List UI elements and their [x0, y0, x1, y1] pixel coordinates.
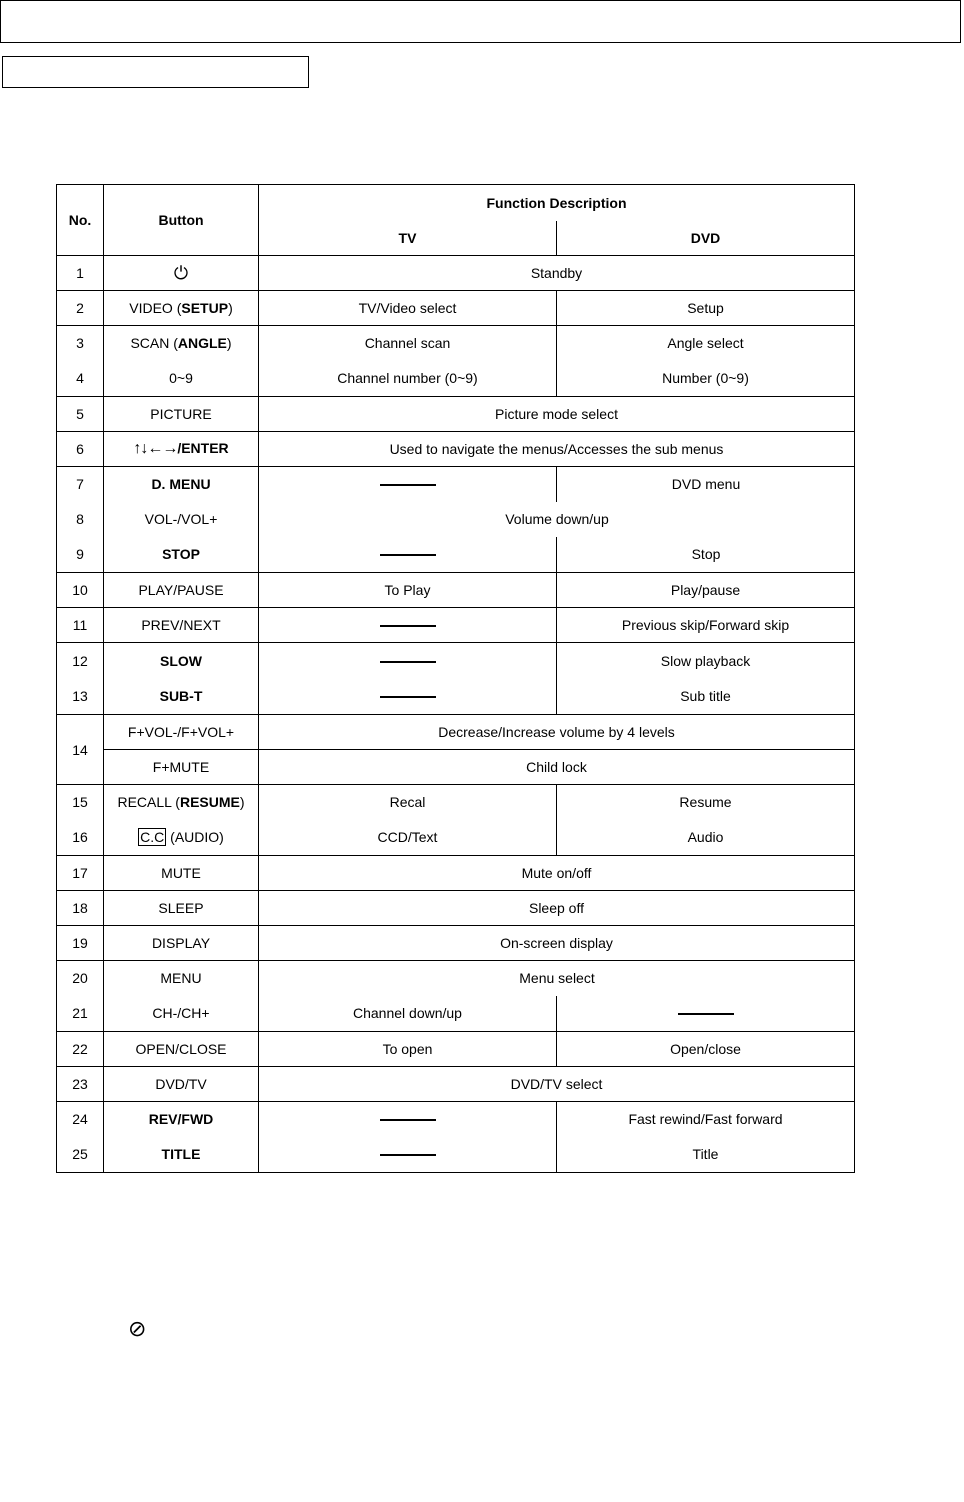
row-no-24: 24: [72, 1111, 88, 1127]
row-no: 2: [57, 291, 104, 326]
table-row: [57, 291, 855, 326]
row-button: [104, 467, 259, 573]
row-no: [57, 467, 104, 573]
button-title: TITLE: [161, 1146, 201, 1162]
row-function: Used to navigate the menus/Accesses the sub menus: [259, 432, 855, 467]
row-no-25: 25: [72, 1146, 88, 1162]
row-function-group: [259, 467, 855, 573]
row-function: Mute on/off: [259, 856, 855, 891]
row-tv: To open: [259, 1032, 557, 1067]
button-stop: STOP: [162, 546, 200, 562]
row-tv: TV/Video select: [259, 291, 557, 326]
row-no-16: 16: [72, 829, 88, 845]
row-function-group: [259, 961, 855, 1032]
button-label: /ENTER: [177, 440, 229, 456]
row-tv: [259, 608, 557, 643]
row-tv: [259, 326, 557, 397]
row-no: 10: [57, 573, 104, 608]
button-label-alt: ANGLE: [177, 335, 227, 351]
row-no-4: 4: [76, 370, 84, 386]
row-button: [104, 326, 259, 397]
row-dvd: [557, 785, 855, 856]
row-button: MUTE: [104, 856, 259, 891]
table-row: [57, 432, 855, 467]
row-function: Picture mode select: [259, 397, 855, 432]
row-no-3: 3: [76, 335, 84, 351]
row-tv: [259, 1102, 557, 1173]
dvd-25: Title: [692, 1146, 719, 1162]
function-table: [56, 184, 855, 1173]
row-no: 22: [57, 1032, 104, 1067]
table-row: [57, 1067, 855, 1102]
table-row: [57, 715, 855, 750]
row-dvd: [557, 1102, 855, 1173]
button-digits: 0~9: [169, 370, 193, 386]
row-no: [57, 961, 104, 1032]
button-cc: [138, 820, 224, 855]
prohibited-icon: ⊘: [128, 1316, 147, 1341]
row-no: [57, 326, 104, 397]
button-label-alt: SETUP: [181, 300, 229, 316]
header-dvd: DVD: [557, 221, 855, 256]
row-button: PICTURE: [104, 397, 259, 432]
row-button: F+VOL-/F+VOL+: [104, 715, 259, 750]
dvd-3: Angle select: [667, 335, 744, 351]
row-no-8: 8: [76, 511, 84, 527]
not-applicable-dash: [380, 1154, 436, 1156]
row-dvd: Open/close: [557, 1032, 855, 1067]
row-button: OPEN/CLOSE: [104, 1032, 259, 1067]
button-label-alt: RESUME: [179, 794, 240, 810]
row-tv: [259, 643, 557, 715]
dvd-7: DVD menu: [671, 476, 741, 492]
button-ch: CH-/CH+: [152, 1005, 210, 1021]
row-no: 1: [57, 256, 104, 291]
button-revfwd: REV/FWD: [148, 1111, 214, 1127]
row-no: 19: [57, 926, 104, 961]
table-row: [57, 750, 855, 785]
dvd-24: Fast rewind/Fast forward: [628, 1111, 783, 1127]
row-no: 14: [57, 715, 104, 785]
row-tv: [259, 785, 557, 856]
cc-label: C.C: [140, 829, 165, 845]
tv-21: Channel down/up: [353, 1005, 462, 1021]
row-no: [57, 643, 104, 715]
row-no: [57, 785, 104, 856]
dvd-15: Resume: [679, 794, 732, 810]
row-no-20: 20: [72, 970, 88, 986]
section-title-frame: [2, 56, 309, 88]
row-no: 6: [57, 432, 104, 467]
button-label: RECALL (: [117, 794, 180, 810]
button-label-alt: (AUDIO): [166, 829, 224, 845]
button-label-close: ): [228, 300, 233, 316]
button-menu: MENU: [160, 970, 202, 986]
row-function: Sleep off: [259, 891, 855, 926]
table-row-group: [57, 326, 855, 397]
row-button: PLAY/PAUSE: [104, 573, 259, 608]
function-8: Volume down/up: [505, 511, 609, 527]
table-row: [57, 856, 855, 891]
button-label: SCAN (: [130, 335, 178, 351]
row-no: [57, 1102, 104, 1173]
button-vol: VOL-/VOL+: [144, 511, 218, 527]
row-dvd: Previous skip/Forward skip: [557, 608, 855, 643]
row-button: SLEEP: [104, 891, 259, 926]
button-label-close: ): [226, 335, 232, 351]
header-function-description: Function Description: [259, 185, 855, 221]
row-button: PREV/NEXT: [104, 608, 259, 643]
row-tv: To Play: [259, 573, 557, 608]
not-applicable-dash: [380, 554, 436, 556]
row-button: [104, 432, 259, 467]
button-recall: [117, 785, 244, 820]
header-button: Button: [104, 185, 259, 256]
row-no-13: 13: [72, 687, 88, 704]
row-no: 18: [57, 891, 104, 926]
row-function: DVD/TV select: [259, 1067, 855, 1102]
table-header-row: [57, 185, 855, 221]
row-no: 5: [57, 397, 104, 432]
row-dvd: [557, 643, 855, 715]
button-dmenu: D. MENU: [151, 476, 211, 492]
dvd-4: Number (0~9): [662, 370, 749, 386]
arrow-keys-icon: ↑↓←→: [133, 440, 178, 457]
tv-4: Channel number (0~9): [337, 370, 478, 386]
row-function: Decrease/Increase volume by 4 levels: [259, 715, 855, 750]
not-applicable-dash: [380, 1119, 436, 1121]
row-no-12: 12: [72, 652, 88, 669]
dvd-16: Audio: [687, 829, 724, 845]
power-icon: ⏻: [173, 262, 189, 283]
dvd-9: Stop: [691, 546, 721, 562]
row-no: 23: [57, 1067, 104, 1102]
row-no-7: 7: [76, 476, 84, 492]
row-no: 17: [57, 856, 104, 891]
row-no: 11: [57, 608, 104, 643]
row-no-9: 9: [76, 546, 84, 562]
tv-15: Recal: [389, 794, 426, 810]
table-row-group: [57, 961, 855, 1032]
button-subt: SUB-T: [159, 687, 203, 704]
button-slow: SLOW: [160, 652, 202, 669]
button-label: VIDEO (: [129, 300, 182, 316]
header-tv: TV: [259, 221, 557, 256]
not-applicable-dash: [380, 661, 436, 663]
row-no-15: 15: [72, 794, 88, 810]
row-button: [104, 785, 259, 856]
row-button: DISPLAY: [104, 926, 259, 961]
row-button: [104, 291, 259, 326]
function-20: Menu select: [519, 970, 595, 986]
table-row: [57, 608, 855, 643]
table-row: [57, 573, 855, 608]
row-no-21: 21: [72, 1005, 88, 1021]
row-button: [104, 256, 259, 291]
row-button: [104, 961, 259, 1032]
table-row: [57, 1032, 855, 1067]
row-dvd: Setup: [557, 291, 855, 326]
not-applicable-dash: [678, 1013, 734, 1015]
row-button: [104, 643, 259, 715]
button-scan: [130, 326, 231, 361]
not-applicable-dash: [380, 696, 436, 698]
row-dvd: [557, 326, 855, 397]
row-function: Child lock: [259, 750, 855, 785]
header-no: No.: [57, 185, 104, 256]
tv-16: CCD/Text: [377, 829, 438, 845]
dvd-12: Slow playback: [660, 652, 751, 669]
table-row-group: [57, 467, 855, 573]
row-dvd: Play/pause: [557, 573, 855, 608]
table-row-group: [57, 785, 855, 856]
button-label-close: ): [239, 794, 245, 810]
row-button: DVD/TV: [104, 1067, 259, 1102]
table-row-group: [57, 1102, 855, 1173]
header-frame: [0, 0, 961, 43]
row-function: On-screen display: [259, 926, 855, 961]
row-button: F+MUTE: [104, 750, 259, 785]
row-button: [104, 1102, 259, 1173]
table-row: [57, 891, 855, 926]
dvd-13: Sub title: [680, 687, 731, 704]
table-row: [57, 256, 855, 291]
table-row: [57, 397, 855, 432]
not-applicable-dash: [380, 484, 436, 486]
table-row: [57, 926, 855, 961]
row-function: Standby: [259, 256, 855, 291]
table-row-group: [57, 643, 855, 715]
tv-3: Channel scan: [364, 335, 451, 351]
not-applicable-dash: [380, 625, 436, 627]
